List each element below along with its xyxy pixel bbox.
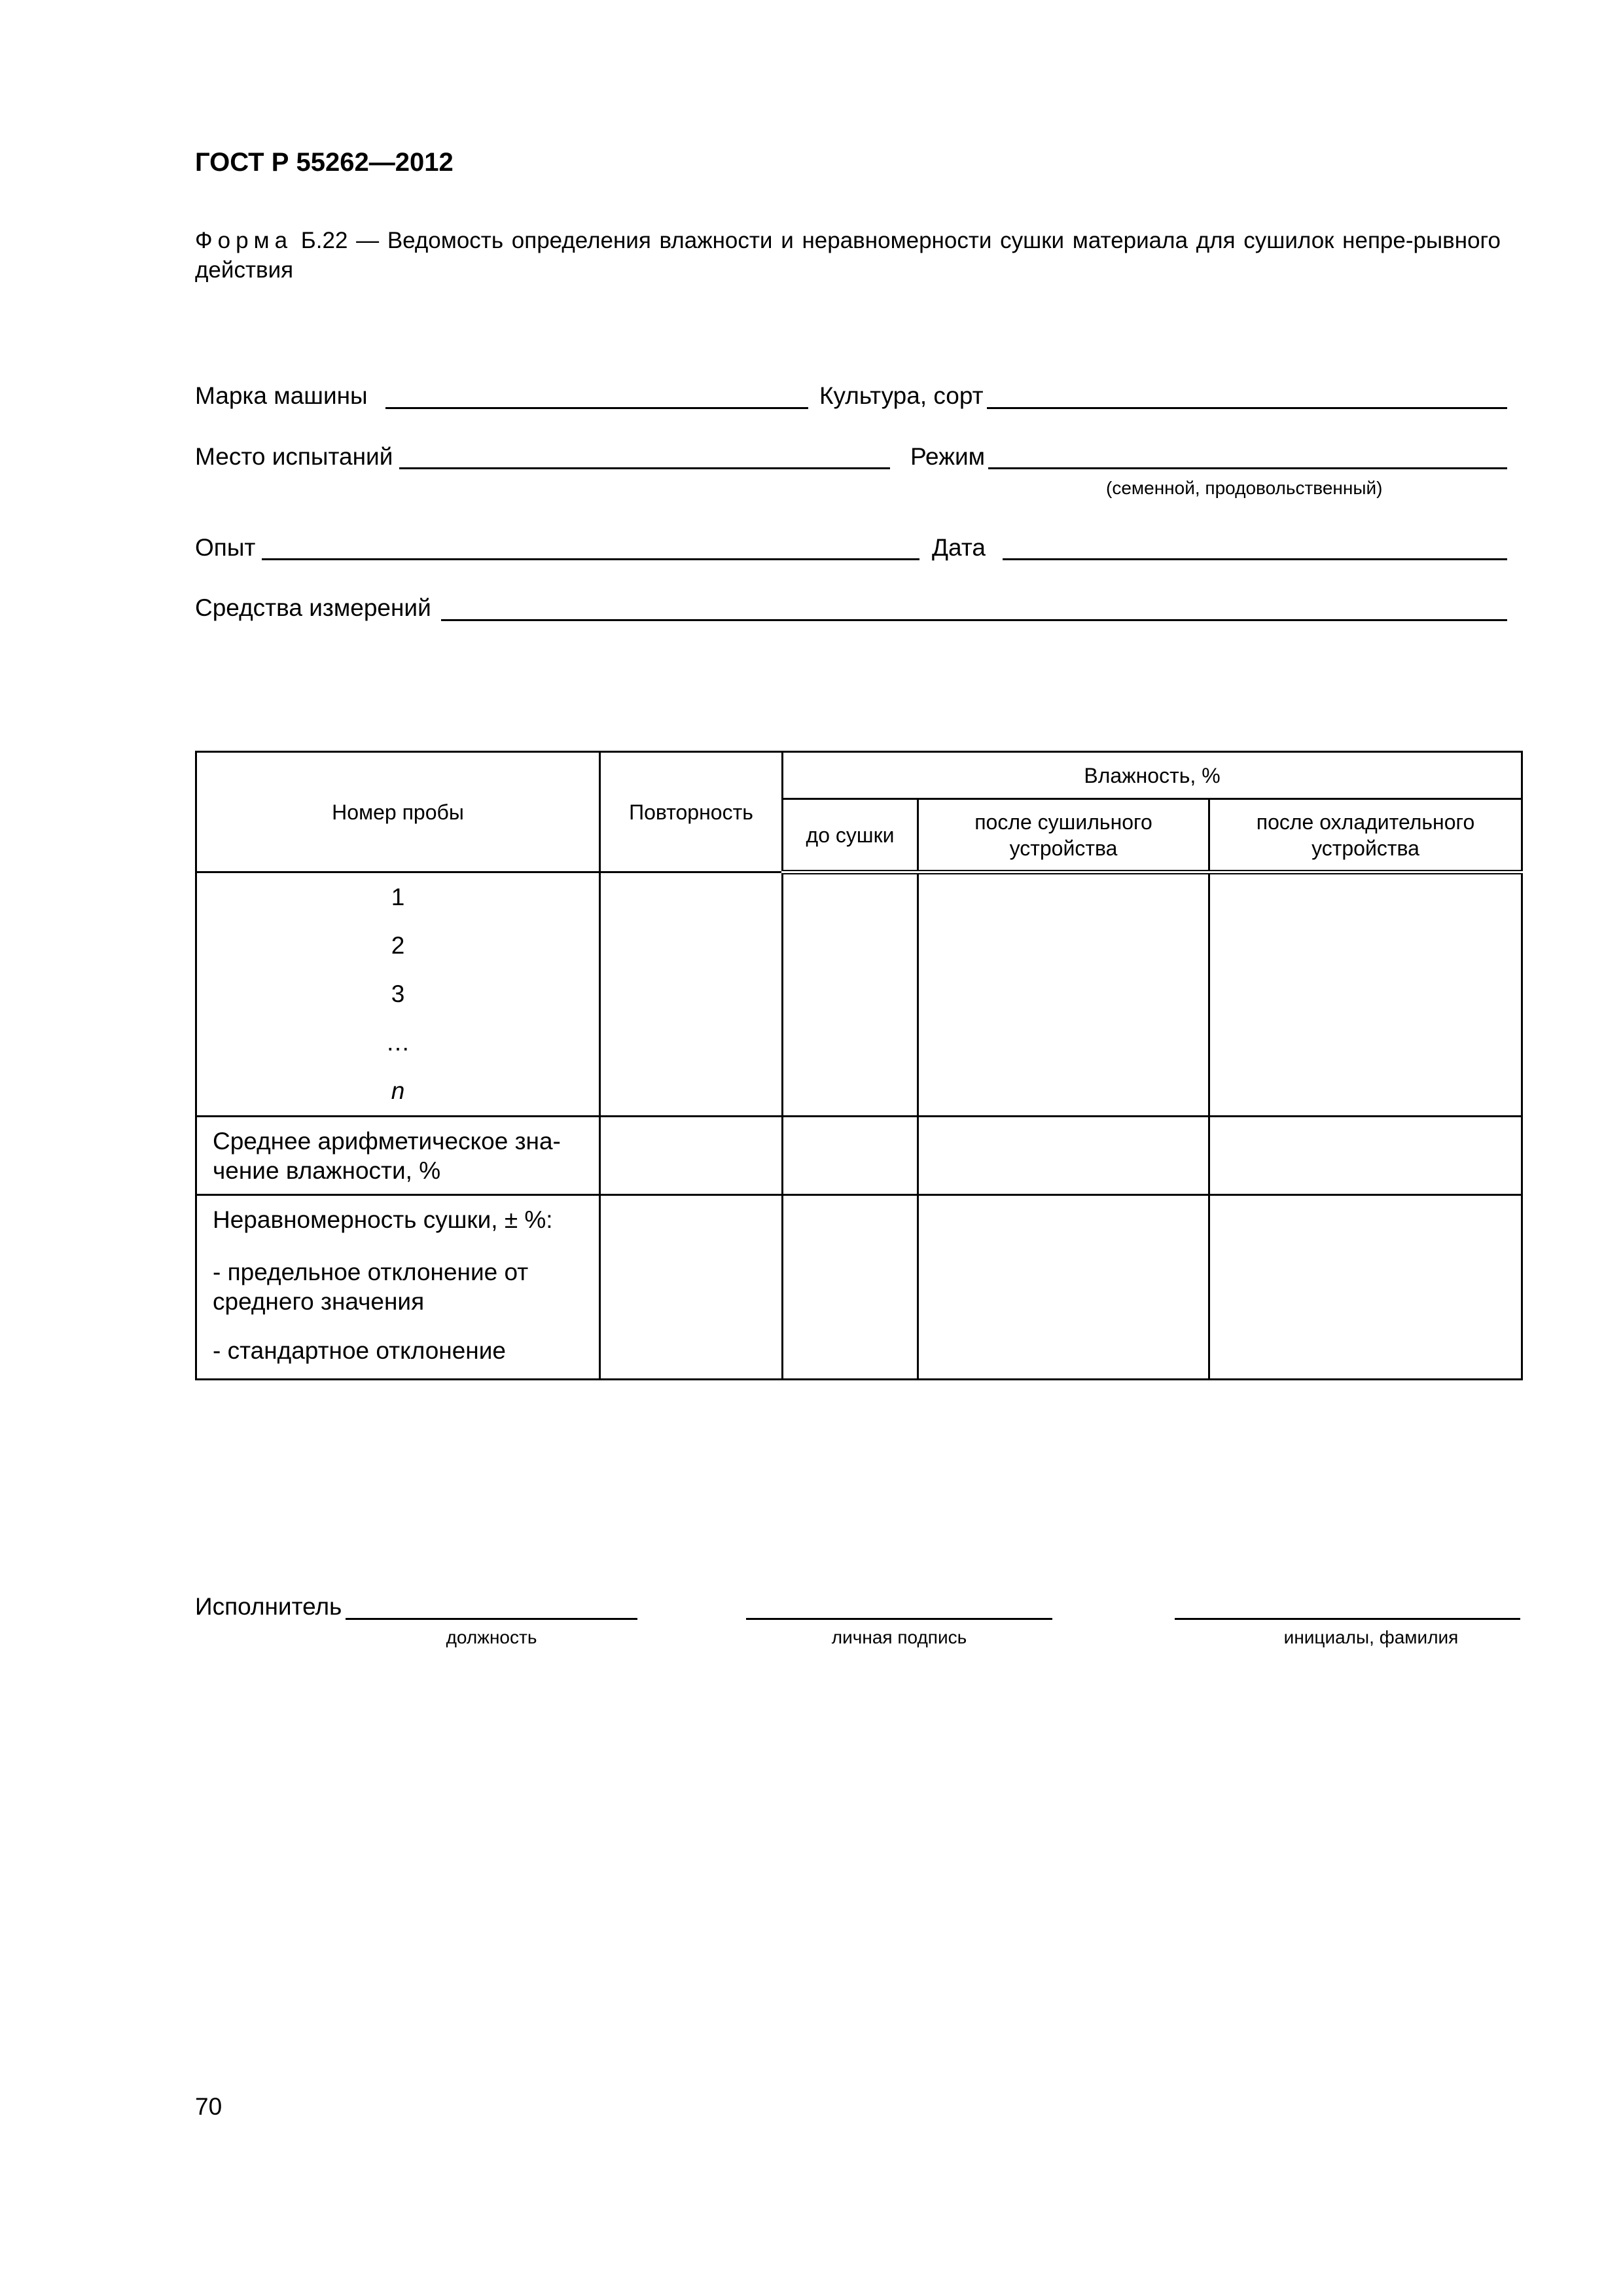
- table-cell[interactable]: [918, 872, 1209, 1117]
- executor-label: Исполнитель: [195, 1593, 342, 1620]
- signature-hint: личная подпись: [831, 1627, 967, 1647]
- table-cell[interactable]: [918, 1117, 1209, 1195]
- table-cell[interactable]: [783, 872, 918, 1117]
- table-cell[interactable]: [600, 872, 783, 1117]
- position-field[interactable]: [346, 1618, 637, 1620]
- machine-field[interactable]: [385, 407, 808, 409]
- place-label: Место испытаний: [195, 443, 393, 470]
- table-cell[interactable]: [600, 1195, 783, 1380]
- position-hint: должность: [446, 1627, 537, 1647]
- sample-numbers-cell: [196, 872, 600, 1117]
- mean-moisture-label: Среднее арифметическое зна-чение влажности, %: [196, 1117, 600, 1195]
- sample-number: n: [391, 1077, 405, 1104]
- page-number: 70: [195, 2093, 223, 2120]
- table-cell[interactable]: [783, 1117, 918, 1195]
- table-cell[interactable]: [600, 1117, 783, 1195]
- form-caption-text: Б.22 — Ведомость определения влажности и неравномерности сушки материала для сушилок непре-рывного действия: [195, 228, 1501, 283]
- table-cell[interactable]: [1209, 1117, 1522, 1195]
- place-field[interactable]: [399, 467, 890, 469]
- table-cell[interactable]: [783, 1195, 918, 1380]
- name-hint: инициалы, фамилия: [1283, 1627, 1459, 1647]
- moisture-table: [195, 751, 1523, 1380]
- machine-label: Марка машины: [195, 382, 368, 409]
- unevenness-label: [196, 1195, 600, 1380]
- unevenness-std: - стандартное отклонение: [213, 1337, 506, 1364]
- subheader-after-cooler: после охладительного устройства: [1209, 799, 1522, 872]
- culture-field[interactable]: [987, 407, 1507, 409]
- unevenness-title: Неравномерность сушки, ± %:: [213, 1206, 553, 1233]
- mode-hint: (семенной, продовольственный): [1106, 478, 1383, 498]
- header-sample-number: Номер пробы: [196, 752, 600, 872]
- instruments-label: Средства измерений: [195, 594, 431, 621]
- mode-field[interactable]: [988, 467, 1507, 469]
- mode-label: Режим: [910, 443, 986, 470]
- table-cell[interactable]: [1209, 1195, 1522, 1380]
- header-moisture: Влажность, %: [783, 752, 1522, 799]
- subheader-before-drying: до сушки: [783, 799, 918, 872]
- sample-number: 1: [391, 884, 405, 910]
- header-repeat: Повторность: [600, 752, 783, 872]
- table-cell[interactable]: [918, 1195, 1209, 1380]
- form-word: Форма: [195, 228, 293, 253]
- sample-number: 2: [391, 932, 405, 959]
- subheader-after-dryer: после сушильного устройства: [918, 799, 1209, 872]
- form-caption: [195, 226, 1501, 285]
- date-label: Дата: [932, 534, 986, 561]
- name-field[interactable]: [1175, 1618, 1520, 1620]
- sample-number: …: [385, 1029, 410, 1056]
- signature-field[interactable]: [746, 1618, 1052, 1620]
- instruments-field[interactable]: [441, 619, 1507, 621]
- unevenness-limit: - предельное отклонение от среднего значения: [213, 1259, 529, 1315]
- sample-number: 3: [391, 980, 405, 1007]
- table-cell[interactable]: [1209, 872, 1522, 1117]
- culture-label: Культура, сорт: [819, 382, 984, 409]
- experiment-field[interactable]: [262, 558, 919, 560]
- experiment-label: Опыт: [195, 534, 256, 561]
- date-field[interactable]: [1003, 558, 1507, 560]
- standard-number: ГОСТ Р 55262—2012: [195, 148, 454, 177]
